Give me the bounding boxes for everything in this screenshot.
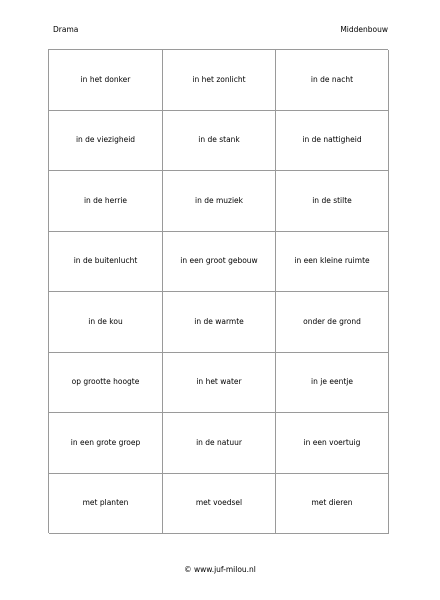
card: in de nattigheid — [276, 111, 389, 172]
level-label: Middenbouw — [340, 25, 388, 34]
card: in een kleine ruimte — [276, 232, 389, 293]
card-grid — [48, 49, 388, 533]
card: in de herrie — [49, 171, 163, 232]
card: in een grote groep — [49, 413, 163, 474]
card: in de kou — [49, 292, 163, 353]
card: in de warmte — [163, 292, 276, 353]
card: in een voertuig — [276, 413, 389, 474]
card: in de stank — [163, 111, 276, 172]
card: in de nacht — [276, 50, 389, 111]
card: in het zonlicht — [163, 50, 276, 111]
subject-label: Drama — [53, 25, 79, 34]
card: in het water — [163, 353, 276, 414]
card: met dieren — [276, 474, 389, 535]
card: in het donker — [49, 50, 163, 111]
card: in de buitenlucht — [49, 232, 163, 293]
card: met voedsel — [163, 474, 276, 535]
card: in de muziek — [163, 171, 276, 232]
card: op grootte hoogte — [49, 353, 163, 414]
card: in een groot gebouw — [163, 232, 276, 293]
card: in de natuur — [163, 413, 276, 474]
card: in de stilte — [276, 171, 389, 232]
copyright-footer: © www.juf-milou.nl — [184, 565, 256, 574]
card: in je eentje — [276, 353, 389, 414]
card: onder de grond — [276, 292, 389, 353]
card: in de viezigheid — [49, 111, 163, 172]
card: met planten — [49, 474, 163, 535]
